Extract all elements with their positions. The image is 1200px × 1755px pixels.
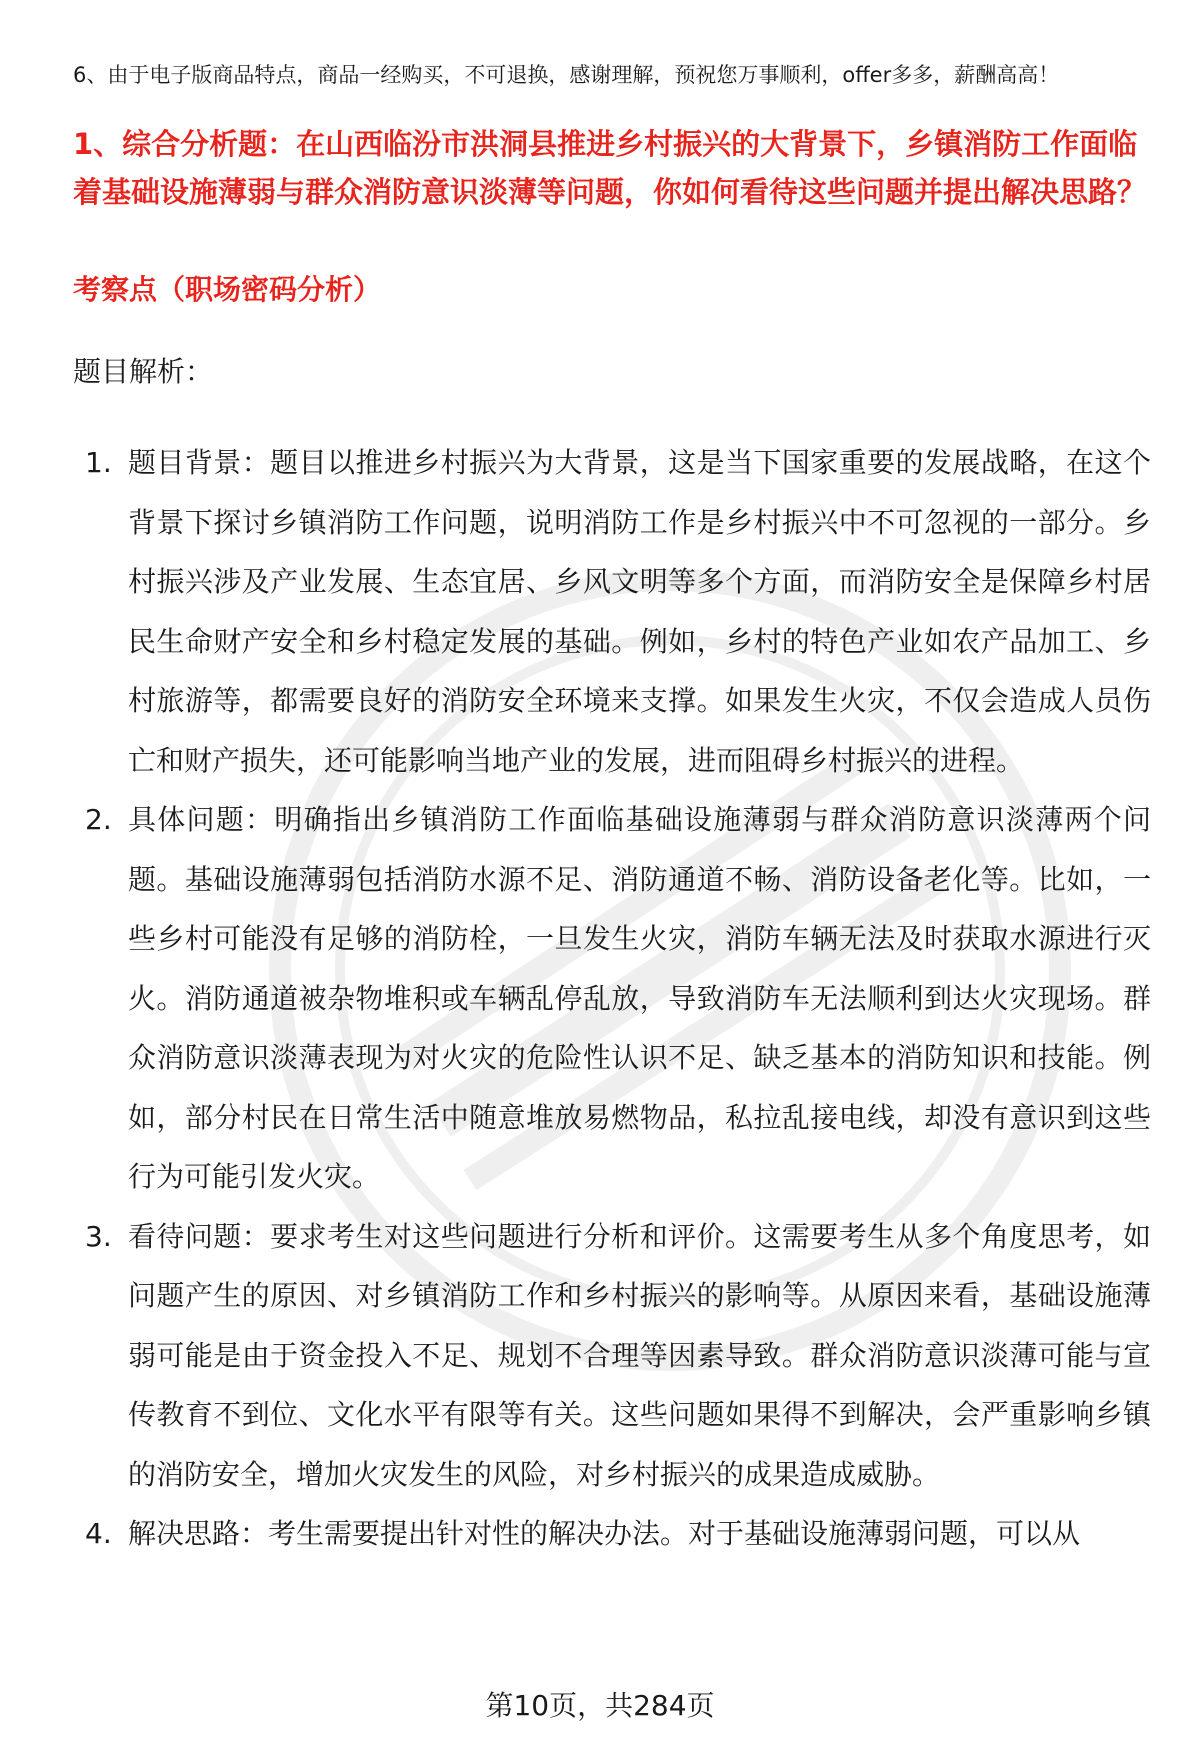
list-item-number: 4.	[85, 1517, 112, 1550]
analysis-list	[73, 433, 1151, 1564]
list-item	[73, 1207, 1151, 1505]
purchase-notice: 6、由于电子版商品特点，商品一经购买，不可退换，感谢理解，预祝您万事顺利，offer多多，薪酬高高！	[73, 63, 1060, 87]
list-item-text: 解决思路：考生需要提出针对性的解决办法。对于基础设施薄弱问题，可以从	[128, 1517, 1081, 1550]
list-item-number: 2.	[85, 803, 112, 836]
list-item-number: 3.	[85, 1219, 112, 1253]
list-item-text: 看待问题：要求考生对这些问题进行分析和评价。这需要考生从多个角度思考，如问题产生的原因、对乡镇消防工作和乡村振兴的影响等。从原因来看，基础设施薄弱可能是由于资金投入不足、规划不合理等因素导致。群众消防意识淡薄可能与宣传教育不到位、文化水平有限等有关。这些问题如果得不到解决，会严重影响乡镇的消防安全，增加火灾发生的风险，对乡村振兴的成果造成威胁。	[128, 1219, 1151, 1491]
page-number-footer: 第10页，共284页	[485, 1689, 715, 1722]
exam-point-heading: 考察点（职场密码分析）	[73, 273, 382, 306]
list-item-text: 题目背景：题目以推进乡村振兴为大背景，这是当下国家重要的发展战略，在这个背景下探讨乡镇消防工作问题，说明消防工作是乡村振兴中不可忽视的一部分。乡村振兴涉及产业发展、生态宜居、乡风文明等多个方面，而消防安全是保障乡村居民生命财产安全和乡村稳定发展的基础。例如，乡村的特色产业如农产品加工、乡村旅游等，都需要良好的消防安全环境来支撑。如果发生火灾，不仅会造成人员伤亡和财产损失，还可能影响当地产业的发展，进而阻碍乡村振兴的进程。	[128, 446, 1151, 777]
list-item-number: 1.	[85, 446, 112, 479]
list-item-text: 具体问题：明确指出乡镇消防工作面临基础设施薄弱与群众消防意识淡薄两个问题。基础设施薄弱包括消防水源不足、消防通道不畅、消防设备老化等。比如，一些乡村可能没有足够的消防栓，一旦发生火灾，消防车辆无法及时获取水源进行灭火。消防通道被杂物堆积或车辆乱停乱放，导致消防车无法顺利到达火灾现场。群众消防意识淡薄表现为对火灾的危险性认识不足、缺乏基本的消防知识和技能。例如，部分村民在日常生活中随意堆放易燃物品，私拉乱接电线，却没有意识到这些行为可能引发火灾。	[128, 803, 1151, 1193]
analysis-label: 题目解析：	[73, 355, 214, 388]
list-item	[73, 790, 1151, 1207]
list-item	[73, 1504, 1151, 1564]
list-item	[73, 433, 1151, 790]
question-title: 1、综合分析题：在山西临汾市洪洞县推进乡村振兴的大背景下，乡镇消防工作面临着基础设施薄弱与群众消防意识淡薄等问题，你如何看待这些问题并提出解决思路？	[73, 127, 1147, 209]
